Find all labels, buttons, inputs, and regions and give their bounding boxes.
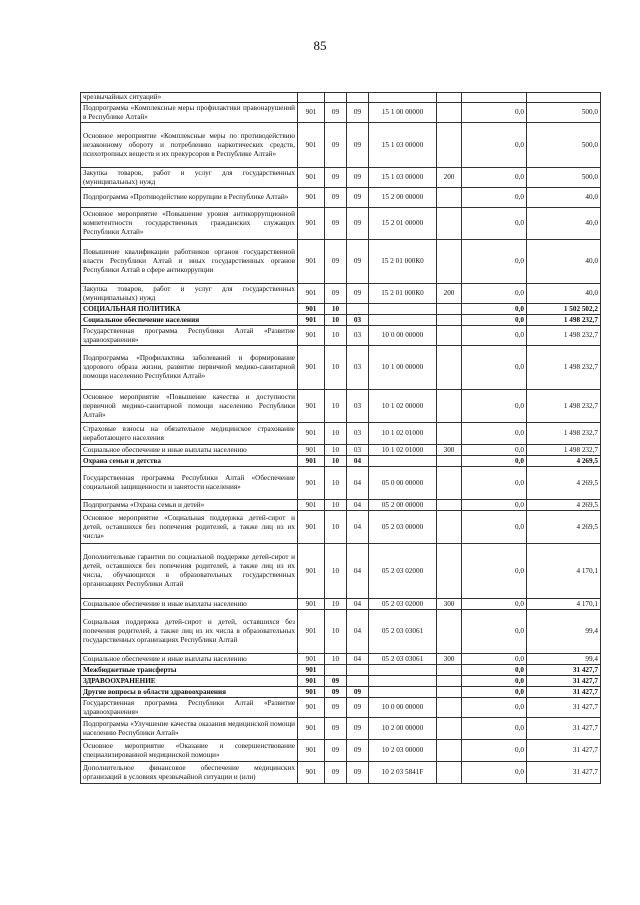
amount-2-cell: 500,0 (527, 103, 601, 123)
row-name-cell: Дополнительное финансовое обеспечение медицинских организаций в условиях чрезвычайной ситуации и (или) (81, 762, 298, 784)
section-code-cell: 09 (325, 284, 347, 304)
subsection-code-cell: 04 (347, 599, 369, 610)
table-row (81, 208, 601, 240)
target-article-cell: 15 1 03 00000 (369, 168, 437, 188)
section-code-cell: 09 (325, 168, 347, 188)
amount-1-cell: 0,0 (462, 718, 527, 740)
amount-1-cell: 0,0 (462, 762, 527, 784)
section-code-cell: 10 (325, 326, 347, 346)
row-name-cell: чрезвычайных ситуаций» (81, 93, 298, 103)
table-row (81, 346, 601, 390)
section-code-cell: 10 (325, 445, 347, 456)
amount-1-cell: 0,0 (462, 445, 527, 456)
subsection-code-cell: 09 (347, 240, 369, 284)
amount-2-cell: 1 498 232,7 (527, 423, 601, 445)
admin-code-cell (298, 93, 325, 103)
target-article-cell: 05 2 00 00000 (369, 500, 437, 511)
subsection-code-cell: 04 (347, 610, 369, 654)
amount-1-cell: 0,0 (462, 687, 527, 698)
page-number: 85 (313, 38, 327, 53)
amount-2-cell: 40,0 (527, 240, 601, 284)
target-article-cell: 05 0 00 00000 (369, 467, 437, 500)
table-row (81, 103, 601, 123)
admin-code-cell: 901 (298, 610, 325, 654)
expense-type-cell (437, 456, 462, 467)
amount-2-cell: 40,0 (527, 208, 601, 240)
admin-code-cell: 901 (298, 346, 325, 390)
amount-2-cell: 1 502 502,2 (527, 304, 601, 315)
target-article-cell (369, 456, 437, 467)
amount-1-cell: 0,0 (462, 467, 527, 500)
admin-code-cell: 901 (298, 665, 325, 676)
section-code-cell: 09 (325, 103, 347, 123)
amount-1-cell: 0,0 (462, 599, 527, 610)
expense-type-cell: 300 (437, 599, 462, 610)
table-row (81, 676, 601, 687)
admin-code-cell: 901 (298, 315, 325, 326)
amount-1-cell: 0,0 (462, 240, 527, 284)
target-article-cell: 10 2 03 5841F (369, 762, 437, 784)
table-row (81, 687, 601, 698)
admin-code-cell: 901 (298, 456, 325, 467)
target-article-cell: 05 2 03 03061 (369, 654, 437, 665)
section-code-cell: 09 (325, 698, 347, 718)
target-article-cell: 10 1 02 00000 (369, 390, 437, 423)
subsection-code-cell: 09 (347, 687, 369, 698)
section-code-cell: 10 (325, 304, 347, 315)
budget-table (80, 92, 601, 784)
section-code-cell: 10 (325, 500, 347, 511)
amount-1-cell: 0,0 (462, 698, 527, 718)
target-article-cell: 05 2 03 00000 (369, 511, 437, 544)
table-row (81, 326, 601, 346)
amount-2-cell: 31 427,7 (527, 687, 601, 698)
target-article-cell: 05 2 03 02000 (369, 544, 437, 599)
expense-type-cell (437, 304, 462, 315)
row-name-cell: Подпрограмма «Комплексные меры профилактики правонарушений в Республике Алтай» (81, 103, 298, 123)
section-code-cell: 10 (325, 423, 347, 445)
amount-1-cell: 0,0 (462, 676, 527, 687)
amount-1-cell: 0,0 (462, 500, 527, 511)
target-article-cell (369, 676, 437, 687)
amount-1-cell: 0,0 (462, 390, 527, 423)
expense-type-cell (437, 315, 462, 326)
amount-2-cell: 40,0 (527, 188, 601, 208)
row-name-cell: Основное мероприятие «Оказание и совершенствование специализированной медицинской помощи» (81, 740, 298, 762)
admin-code-cell: 901 (298, 423, 325, 445)
amount-1-cell: 0,0 (462, 456, 527, 467)
subsection-code-cell: 03 (347, 423, 369, 445)
row-name-cell: Подпрограмма «Противодействие коррупции в Республике Алтай» (81, 188, 298, 208)
subsection-code-cell: 09 (347, 284, 369, 304)
target-article-cell: 10 0 00 00000 (369, 326, 437, 346)
admin-code-cell: 901 (298, 500, 325, 511)
expense-type-cell (437, 390, 462, 423)
admin-code-cell: 901 (298, 304, 325, 315)
amount-2-cell: 31 427,7 (527, 740, 601, 762)
row-name-cell: Подпрограмма «Охрана семьи и детей» (81, 500, 298, 511)
amount-2-cell: 31 427,7 (527, 665, 601, 676)
expense-type-cell: 200 (437, 284, 462, 304)
expense-type-cell (437, 665, 462, 676)
section-code-cell: 10 (325, 467, 347, 500)
admin-code-cell: 901 (298, 188, 325, 208)
row-name-cell: Социальное обеспечение и иные выплаты населению (81, 599, 298, 610)
target-article-cell (369, 687, 437, 698)
row-name-cell: Основное мероприятие «Повышение уровня антикоррупционной компетентности государственных гражданских служащих Республики Алтай» (81, 208, 298, 240)
table-row (81, 762, 601, 784)
subsection-code-cell: 09 (347, 698, 369, 718)
admin-code-cell: 901 (298, 762, 325, 784)
table-row (81, 654, 601, 665)
admin-code-cell: 901 (298, 599, 325, 610)
row-name-cell: Подпрограмма «Улучшение качества оказания медицинской помощи населению Республики Алтай» (81, 718, 298, 740)
amount-2-cell: 4 170,1 (527, 544, 601, 599)
admin-code-cell: 901 (298, 718, 325, 740)
expense-type-cell (437, 103, 462, 123)
admin-code-cell: 901 (298, 467, 325, 500)
expense-type-cell: 200 (437, 168, 462, 188)
subsection-code-cell: 04 (347, 654, 369, 665)
table-row (81, 599, 601, 610)
amount-2-cell: 31 427,7 (527, 762, 601, 784)
subsection-code-cell: 03 (347, 326, 369, 346)
admin-code-cell: 901 (298, 240, 325, 284)
amount-2-cell: 500,0 (527, 123, 601, 168)
table-row (81, 315, 601, 326)
target-article-cell (369, 93, 437, 103)
table-row (81, 718, 601, 740)
table-row (81, 467, 601, 500)
target-article-cell: 10 1 00 00000 (369, 346, 437, 390)
section-code-cell: 10 (325, 511, 347, 544)
section-code-cell: 10 (325, 346, 347, 390)
amount-1-cell: 0,0 (462, 326, 527, 346)
subsection-code-cell: 09 (347, 168, 369, 188)
expense-type-cell (437, 123, 462, 168)
section-code-cell: 09 (325, 718, 347, 740)
admin-code-cell: 901 (298, 168, 325, 188)
row-name-cell: Закупка товаров, работ и услуг для государственных (муниципальных) нужд (81, 284, 298, 304)
table-row (81, 284, 601, 304)
amount-1-cell: 0,0 (462, 665, 527, 676)
amount-1-cell: 0,0 (462, 315, 527, 326)
subsection-code-cell: 04 (347, 544, 369, 599)
admin-code-cell: 901 (298, 676, 325, 687)
row-name-cell: Социальное обеспечение населения (81, 315, 298, 326)
subsection-code-cell: 09 (347, 103, 369, 123)
expense-type-cell (437, 676, 462, 687)
amount-1-cell: 0,0 (462, 544, 527, 599)
section-code-cell (325, 93, 347, 103)
table-row (81, 423, 601, 445)
expense-type-cell (437, 500, 462, 511)
section-code-cell (325, 665, 347, 676)
row-name-cell: Социальное обеспечение и иные выплаты населению (81, 654, 298, 665)
table-row (81, 188, 601, 208)
amount-2-cell: 4 269,5 (527, 467, 601, 500)
amount-1-cell: 0,0 (462, 740, 527, 762)
row-name-cell: Государственная программа Республики Алтай «Развитие здравоохранения» (81, 326, 298, 346)
section-code-cell: 09 (325, 240, 347, 284)
expense-type-cell (437, 610, 462, 654)
amount-1-cell: 0,0 (462, 346, 527, 390)
expense-type-cell: 300 (437, 445, 462, 456)
table-row (81, 456, 601, 467)
section-code-cell: 09 (325, 208, 347, 240)
target-article-cell: 15 2 01 00000 (369, 208, 437, 240)
amount-2-cell: 99,4 (527, 610, 601, 654)
target-article-cell: 10 1 02 01000 (369, 423, 437, 445)
amount-2-cell: 1 498 232,7 (527, 326, 601, 346)
expense-type-cell (437, 423, 462, 445)
row-name-cell: Другие вопросы в области здравоохранения (81, 687, 298, 698)
expense-type-cell (437, 762, 462, 784)
target-article-cell: 10 0 00 00000 (369, 698, 437, 718)
subsection-code-cell: 03 (347, 315, 369, 326)
table-row (81, 511, 601, 544)
admin-code-cell: 901 (298, 511, 325, 544)
section-code-cell: 09 (325, 188, 347, 208)
amount-1-cell: 0,0 (462, 610, 527, 654)
expense-type-cell (437, 687, 462, 698)
subsection-code-cell: 03 (347, 390, 369, 423)
amount-1-cell: 0,0 (462, 188, 527, 208)
amount-2-cell: 1 498 232,7 (527, 445, 601, 456)
row-name-cell: Межбюджетные трансферты (81, 665, 298, 676)
expense-type-cell (437, 93, 462, 103)
table-row (81, 168, 601, 188)
target-article-cell (369, 665, 437, 676)
target-article-cell: 15 2 00 00000 (369, 188, 437, 208)
table-row (81, 500, 601, 511)
row-name-cell: Государственная программа Республики Алтай «Развитие здравоохранения» (81, 698, 298, 718)
section-code-cell: 10 (325, 315, 347, 326)
subsection-code-cell: 09 (347, 208, 369, 240)
table-row (81, 445, 601, 456)
subsection-code-cell: 03 (347, 346, 369, 390)
table-row (81, 240, 601, 284)
subsection-code-cell (347, 304, 369, 315)
amount-1-cell: 0,0 (462, 304, 527, 315)
table-row (81, 304, 601, 315)
section-code-cell: 09 (325, 676, 347, 687)
amount-2-cell: 4 269,5 (527, 500, 601, 511)
amount-1-cell: 0,0 (462, 654, 527, 665)
expense-type-cell (437, 208, 462, 240)
target-article-cell: 15 2 01 000К0 (369, 284, 437, 304)
section-code-cell: 09 (325, 687, 347, 698)
expense-type-cell (437, 326, 462, 346)
expense-type-cell (437, 188, 462, 208)
amount-2-cell: 4 170,1 (527, 599, 601, 610)
row-name-cell: ЗДРАВООХРАНЕНИЕ (81, 676, 298, 687)
expense-type-cell (437, 467, 462, 500)
target-article-cell (369, 304, 437, 315)
subsection-code-cell: 09 (347, 123, 369, 168)
section-code-cell: 09 (325, 123, 347, 168)
target-article-cell: 15 2 01 000К0 (369, 240, 437, 284)
amount-2-cell: 4 269,5 (527, 511, 601, 544)
amount-1-cell: 0,0 (462, 168, 527, 188)
target-article-cell: 10 1 02 01000 (369, 445, 437, 456)
amount-1-cell: 0,0 (462, 511, 527, 544)
admin-code-cell: 901 (298, 390, 325, 423)
table-row (81, 390, 601, 423)
row-name-cell: Основное мероприятие «Социальная поддержка детей-сирот и детей, оставшихся без попечения родителей, а также лиц из их числа» (81, 511, 298, 544)
expense-type-cell: 300 (437, 654, 462, 665)
expense-type-cell (437, 544, 462, 599)
section-code-cell: 09 (325, 740, 347, 762)
amount-2-cell: 99,4 (527, 654, 601, 665)
admin-code-cell: 901 (298, 123, 325, 168)
amount-2-cell: 1 498 232,7 (527, 346, 601, 390)
section-code-cell: 10 (325, 610, 347, 654)
subsection-code-cell: 04 (347, 456, 369, 467)
amount-2-cell: 31 427,7 (527, 698, 601, 718)
admin-code-cell: 901 (298, 445, 325, 456)
amount-2-cell: 31 427,7 (527, 676, 601, 687)
subsection-code-cell (347, 665, 369, 676)
admin-code-cell: 901 (298, 284, 325, 304)
section-code-cell: 10 (325, 544, 347, 599)
table-row (81, 93, 601, 103)
amount-1-cell: 0,0 (462, 284, 527, 304)
target-article-cell: 05 2 03 03061 (369, 610, 437, 654)
table-row (81, 665, 601, 676)
section-code-cell: 10 (325, 654, 347, 665)
amount-2-cell (527, 93, 601, 103)
amount-1-cell: 0,0 (462, 423, 527, 445)
table-row (81, 610, 601, 654)
table-row (81, 123, 601, 168)
row-name-cell: Основное мероприятие «Повышение качества и доступности первичной медико-санитарной помощи населению Республики Алтай» (81, 390, 298, 423)
row-name-cell: Социальная поддержка детей-сирот и детей, оставшихся без попечения родителей, а также лиц из их числа в образовательных государственных организациях Республики Алтай (81, 610, 298, 654)
amount-2-cell: 4 269,5 (527, 456, 601, 467)
expense-type-cell (437, 346, 462, 390)
admin-code-cell: 901 (298, 698, 325, 718)
admin-code-cell: 901 (298, 103, 325, 123)
expense-type-cell (437, 740, 462, 762)
admin-code-cell: 901 (298, 208, 325, 240)
section-code-cell: 09 (325, 762, 347, 784)
subsection-code-cell: 09 (347, 762, 369, 784)
subsection-code-cell (347, 93, 369, 103)
target-article-cell: 10 2 00 00000 (369, 718, 437, 740)
amount-1-cell: 0,0 (462, 123, 527, 168)
row-name-cell: Подпрограмма «Профилактика заболеваний и формирование здорового образа жизни, развитие первичной медико-санитарной помощи населению Республики Алтай» (81, 346, 298, 390)
target-article-cell (369, 315, 437, 326)
amount-2-cell: 1 498 232,7 (527, 390, 601, 423)
row-name-cell: Закупка товаров, работ и услуг для государственных (муниципальных) нужд (81, 168, 298, 188)
amount-1-cell: 0,0 (462, 208, 527, 240)
subsection-code-cell: 03 (347, 445, 369, 456)
section-code-cell: 10 (325, 456, 347, 467)
section-code-cell: 10 (325, 599, 347, 610)
amount-1-cell: 0,0 (462, 103, 527, 123)
amount-2-cell: 500,0 (527, 168, 601, 188)
admin-code-cell: 901 (298, 740, 325, 762)
row-name-cell: Основное мероприятие «Комплексные меры по противодействию незаконному обороту и потреблению наркотических средств, психотропных веществ и их прекурсоров в Республике Алтай» (81, 123, 298, 168)
row-name-cell: Социальное обеспечение и иные выплаты населению (81, 445, 298, 456)
table-row (81, 740, 601, 762)
row-name-cell: Государственная программа Республики Алтай «Обеспечение социальной защищенности и занятости населения» (81, 467, 298, 500)
expense-type-cell (437, 240, 462, 284)
row-name-cell: Страховые взносы на обязательное медицинское страхование неработающего населения (81, 423, 298, 445)
subsection-code-cell: 04 (347, 511, 369, 544)
subsection-code-cell: 09 (347, 718, 369, 740)
amount-1-cell (462, 93, 527, 103)
subsection-code-cell (347, 676, 369, 687)
target-article-cell: 15 1 03 00000 (369, 123, 437, 168)
admin-code-cell: 901 (298, 687, 325, 698)
target-article-cell: 15 1 00 00000 (369, 103, 437, 123)
table-row (81, 544, 601, 599)
table-row (81, 698, 601, 718)
expense-type-cell (437, 718, 462, 740)
admin-code-cell: 901 (298, 326, 325, 346)
section-code-cell: 10 (325, 390, 347, 423)
subsection-code-cell: 09 (347, 740, 369, 762)
subsection-code-cell: 09 (347, 188, 369, 208)
row-name-cell: Дополнительные гарантии по социальной поддержке детей-сирот и детей, оставшихся без попечения родителей, а также лиц из их числа, обучающихся в образовательных государственных организациях Республики Алтай (81, 544, 298, 599)
row-name-cell: СОЦИАЛЬНАЯ ПОЛИТИКА (81, 304, 298, 315)
amount-2-cell: 31 427,7 (527, 718, 601, 740)
row-name-cell: Повышение квалификации работников органов государственной власти Республики Алтай и иных государственных органов Республики Алтай в сфере антикоррупции (81, 240, 298, 284)
row-name-cell: Охрана семьи и детства (81, 456, 298, 467)
amount-2-cell: 1 498 232,7 (527, 315, 601, 326)
subsection-code-cell: 04 (347, 467, 369, 500)
amount-2-cell: 40,0 (527, 284, 601, 304)
admin-code-cell: 901 (298, 544, 325, 599)
admin-code-cell: 901 (298, 654, 325, 665)
target-article-cell: 05 2 03 02000 (369, 599, 437, 610)
subsection-code-cell: 04 (347, 500, 369, 511)
expense-type-cell (437, 511, 462, 544)
expense-type-cell (437, 698, 462, 718)
target-article-cell: 10 2 03 00000 (369, 740, 437, 762)
table-body (81, 93, 601, 784)
